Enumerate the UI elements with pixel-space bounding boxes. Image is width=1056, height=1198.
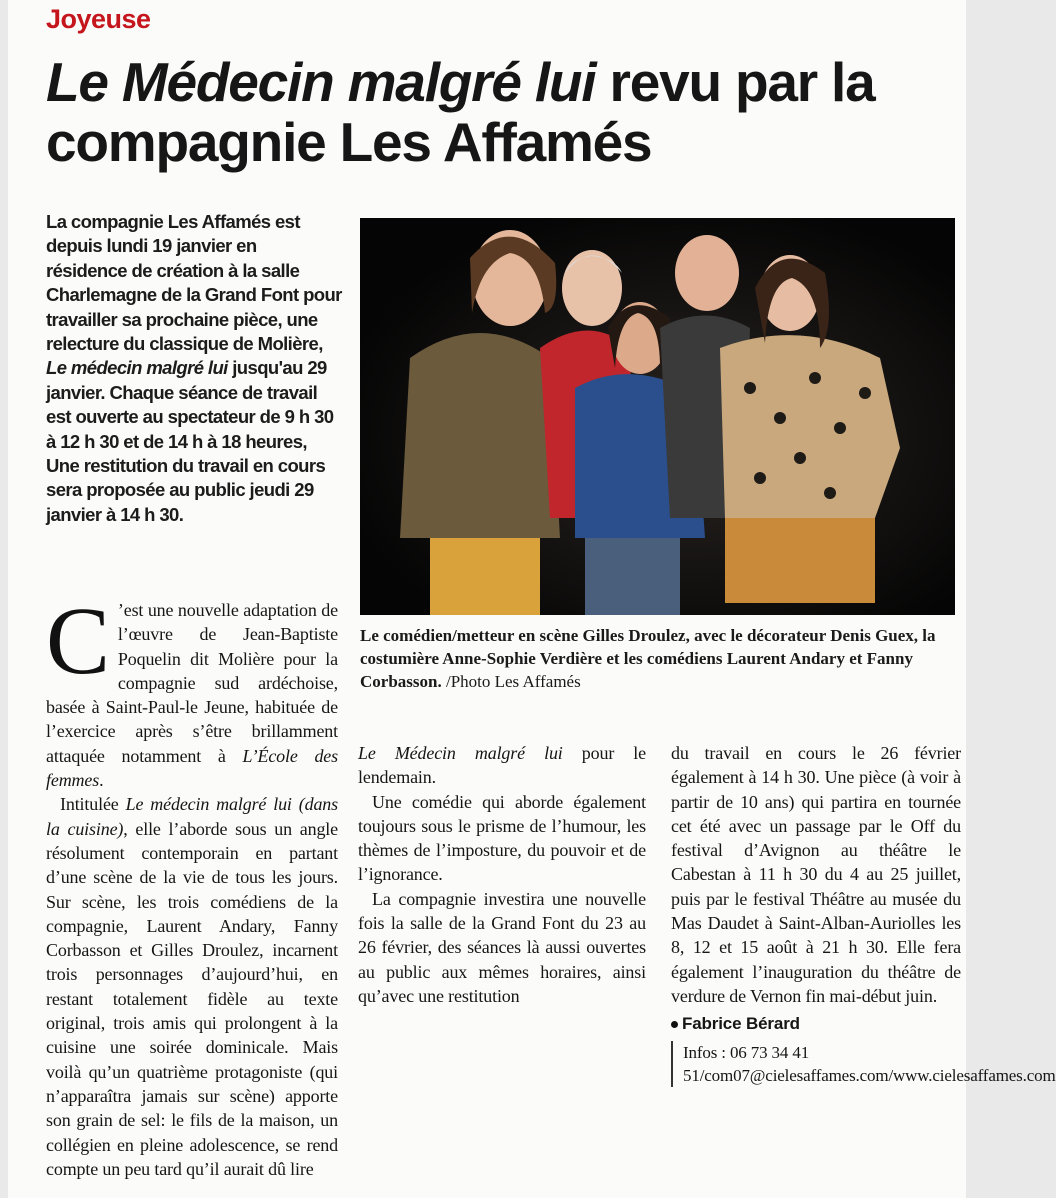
paragraph-1-end: .	[99, 770, 104, 791]
paragraph-4-end: du travail en cours le 26 février également à 14 h 30. Une pièce (à voir à partir de 10 ans) qui partira en tournée cet été avec un passage par le Off du festival d’Avignon au théâtre le Cabestan à 11 h 30 du 4 au 25 juillet, puis par le festival Théâtre au musée du Mas Daudet à Saint-Alban-Auriolles les 8, 12 et 15 août à 21 h 30. Elle fera également l’inauguration du théâtre de verdure de Vernon fin mai-début juin.	[671, 743, 961, 1006]
lede-title-italic: Le médecin malgré lui	[46, 357, 228, 379]
bullet-icon	[671, 1021, 678, 1028]
paragraph-2-text: , elle l’aborde sous un angle résolument contemporain en partant d’une scène de la vie de tous les jours. Sur scène, les trois comédiens de la compagnie, Laurent Andary, Fanny Corbasson et Gilles Droulez, incarnent trois personnages d’aujourd’hui, en restant totalement fidèle au texte original, trois amis qui prolongent à la cuisine une soirée dominicale. Mais voilà qu’un quatrième protagoniste (qui n’apparaîtra jamais sur scène) apporte son grain de sel: le fils de la maison, un collégien en pleine adolescence, se rend compte un peu tard qu’il aurait dû lire	[46, 818, 338, 1179]
article-column-3	[671, 741, 1056, 1087]
article-column-1	[46, 587, 338, 1179]
paragraph-4-start: La compagnie investira une nouvelle fois la salle de la Grand Font du 23 au 26 février, des séances là aussi ouvertes au public aux mêmes horaires, ainsi qu’avec une restitution	[358, 888, 646, 1006]
lede	[46, 210, 342, 527]
caption-main: Le comédien/metteur en scène Gilles Droulez, avec le décorateur Denis Guex, la costumière Anne-Sophie Verdière et les comédiens Laurent Andary et Fanny Corbasson.	[360, 626, 936, 691]
paragraph-2-start: Intitulée	[60, 794, 126, 815]
headline	[46, 52, 966, 172]
article-photo	[360, 218, 955, 615]
troupe-photo-illustration	[360, 218, 955, 615]
lede-text-1: La compagnie Les Affamés est depuis lundi 19 janvier en résidence de création à la salle Charlemagne de la Grand Font pour travailler sa prochaine pièce, une relecture du classique de Molière,	[46, 211, 342, 355]
section-kicker: Joyeuse	[46, 4, 151, 34]
photo-caption	[360, 624, 960, 693]
paragraph-3: Une comédie qui aborde également toujours sous le prisme de l’humour, les thèmes de l’imposture, du pouvoir et de l’ignorance.	[358, 791, 646, 885]
byline	[671, 1012, 961, 1036]
headline-title-italic: Le Médecin malgré lui	[46, 51, 596, 113]
caption-credit: /Photo Les Affamés	[441, 672, 581, 691]
paragraph-2-end: pour le lendemain.	[358, 743, 646, 788]
paragraph-2-italic-2: Le Médecin malgré lui	[358, 743, 563, 763]
info-contact: Infos : 06 73 34 41 51/com07@cielesaffames.com/www.cielesaffames.com	[671, 1041, 961, 1087]
lede-text-2: jusqu'au 29 janvier. Chaque séance de travail est ouverte au spectateur de 9 h 30 à 12 h 30 et de 14 h à 18 heures, Une restitution du travail en cours sera proposée au public jeudi 29 janvier à 14 h 30.	[46, 357, 334, 525]
article-column-2	[358, 741, 646, 1008]
paragraph-1-italic: L’École des femmes	[46, 745, 338, 791]
drop-cap: C	[46, 587, 110, 694]
paragraph-2-italic: Le médecin malgré lui (dans la cuisine)	[46, 794, 338, 839]
byline-name: Fabrice Bérard	[682, 1014, 800, 1034]
headline-rest: revu par la compagnie Les Affamés	[46, 51, 875, 173]
newspaper-page	[8, 0, 1056, 1198]
paragraph-1-text: ’est une nouvelle adaptation de l’œuvre de Jean-Baptiste Poquelin dit Molière pour la compagnie sud ardéchoise, basée à Saint-Paul-le Jeune, habituée de l’exercice après s’être brillamment attaquée notamment à	[46, 600, 338, 766]
